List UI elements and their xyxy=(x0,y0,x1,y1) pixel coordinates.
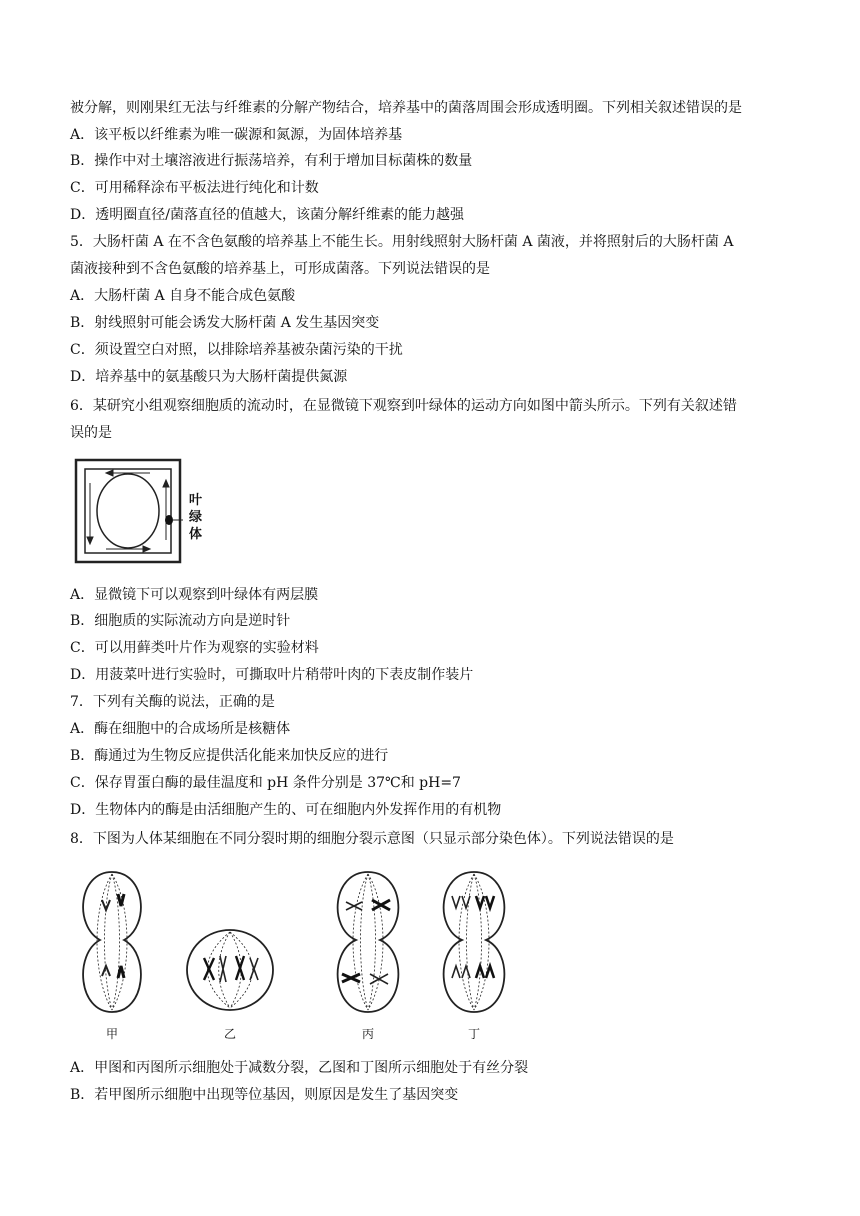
q4-option-b: B．操作中对土壤溶液进行振荡培养，有利于增加目标菌株的数量 xyxy=(70,153,473,169)
q6-option-b: B．细胞质的实际流动方向是逆时针 xyxy=(70,613,291,629)
q8-stem: 8．下图为人体某细胞在不同分裂时期的细胞分裂示意图（只显示部分染色体）。下列说法错误的是 xyxy=(70,831,674,847)
q6-stem-line1: 6．某研究小组观察细胞质的流动时，在显微镜下观察到叶绿体的运动方向如图中箭头所示。下列有关叙述错 xyxy=(70,398,737,414)
q6-option-c: C．可以用藓类叶片作为观察的实验材料 xyxy=(70,640,319,656)
cell-jia xyxy=(83,872,141,1012)
q5-stem-line1: 5．大肠杆菌 A 在不含色氨酸的培养基上不能生长。用射线照射大肠杆菌 A 菌液，并将照射后的大肠杆菌 A xyxy=(70,234,734,250)
cell-wall-outline xyxy=(76,460,180,562)
q4-stem-continued: 被分解，则刚果红无法与纤维素的分解产物结合，培养基中的菌落周围会形成透明圈。下列相关叙述错误的是 xyxy=(70,100,742,116)
q5-option-d: D．培养基中的氨基酸只为大肠杆菌提供氮源 xyxy=(70,369,348,385)
fig6-label-char-1: 叶 xyxy=(189,493,203,508)
fig8-label-jia: 甲 xyxy=(106,1027,119,1041)
chloroplast-dot xyxy=(165,515,173,525)
q7-option-d: D．生物体内的酶是由活细胞产生的、可在细胞内外发挥作用的有机物 xyxy=(70,802,502,818)
cell-ding xyxy=(444,872,505,1012)
cell-membrane-outline xyxy=(85,469,171,553)
q7-stem: 7．下列有关酶的说法，正确的是 xyxy=(70,694,275,710)
cell-yi xyxy=(187,930,273,1010)
q8-option-b: B．若甲图所示细胞中出现等位基因，则原因是发生了基因突变 xyxy=(70,1087,459,1103)
q6-stem-line2: 误的是 xyxy=(70,425,112,441)
vacuole-outline xyxy=(97,474,159,548)
fig8-label-yi: 乙 xyxy=(224,1027,237,1041)
q5-option-b: B．射线照射可能会诱发大肠杆菌 A 发生基因突变 xyxy=(70,315,380,331)
cell-bing xyxy=(338,872,399,1012)
fig8-label-bing: 丙 xyxy=(362,1027,375,1041)
q6-option-a: A．显微镜下可以观察到叶绿体有两层膜 xyxy=(70,587,319,603)
arrow-left-icon xyxy=(106,470,113,476)
q7-option-b: B．酶通过为生物反应提供活化能来加快反应的进行 xyxy=(70,748,389,764)
q4-option-a: A．该平板以纤维素为唯一碳源和氮源，为固体培养基 xyxy=(70,127,403,143)
q6-option-d: D．用菠菜叶进行实验时，可撕取叶片稍带叶肉的下表皮制作装片 xyxy=(70,667,474,683)
fig6-label-char-2: 绿 xyxy=(189,510,203,525)
q5-option-a: A．大肠杆菌 A 自身不能合成色氨酸 xyxy=(70,288,296,304)
fig8-label-ding: 丁 xyxy=(468,1027,481,1041)
fig6-label-char-3: 体 xyxy=(189,527,203,542)
q4-option-c: C．可用稀释涂布平板法进行纯化和计数 xyxy=(70,180,319,196)
q5-stem-line2: 菌液接种到不含色氨酸的培养基上，可形成菌落。下列说法错误的是 xyxy=(70,261,490,277)
q7-option-c: C．保存胃蛋白酶的最佳温度和 pH 条件分别是 37℃和 pH=7 xyxy=(70,775,461,791)
arrow-right-icon xyxy=(143,546,150,552)
flow-arrows xyxy=(87,470,169,552)
q4-option-d: D．透明圈直径/菌落直径的值越大，该菌分解纤维素的能力越强 xyxy=(70,207,464,223)
q5-option-c: C．须设置空白对照，以排除培养基被杂菌污染的干扰 xyxy=(70,342,403,358)
q8-option-a: A．甲图和丙图所示细胞处于减数分裂，乙图和丁图所示细胞处于有丝分裂 xyxy=(70,1060,529,1076)
arrow-up-icon xyxy=(163,480,169,487)
arrow-down-icon xyxy=(87,537,93,544)
q6-cell-figure xyxy=(74,458,224,566)
q7-option-a: A．酶在细胞中的合成场所是核糖体 xyxy=(70,721,291,737)
q8-cell-division-figure xyxy=(70,866,520,1046)
